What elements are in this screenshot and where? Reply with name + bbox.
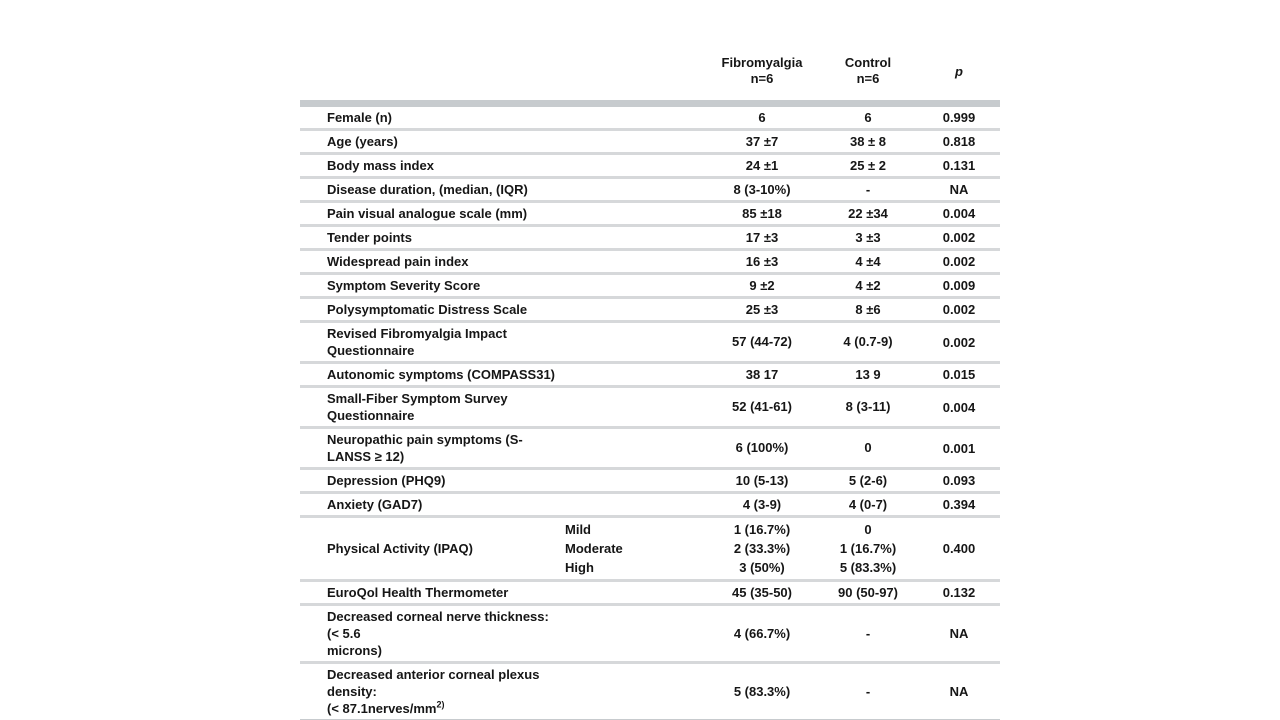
control-value-cell: 5 (2-6) xyxy=(818,469,918,493)
sub-label-cell xyxy=(558,202,706,226)
row-label-cell: Disease duration, (median, (IQR) xyxy=(300,178,558,202)
table-row xyxy=(300,202,1000,226)
control-value-cell: 8 ±6 xyxy=(818,298,918,322)
control-value-cell: - xyxy=(818,605,918,663)
header-row xyxy=(300,45,1000,104)
p-value-cell: 0.002 xyxy=(918,322,1000,363)
table-header xyxy=(300,45,1000,104)
table-row xyxy=(300,322,1000,363)
p-value-cell: 0.400 xyxy=(918,517,1000,581)
table-row xyxy=(300,581,1000,605)
fibromyalgia-value-cell: 10 (5-13) xyxy=(706,469,818,493)
table-row xyxy=(300,493,1000,517)
sub-label-cell xyxy=(558,581,706,605)
table-row xyxy=(300,104,1000,130)
sub-label-cell xyxy=(558,178,706,202)
fibromyalgia-value-cell: 25 ±3 xyxy=(706,298,818,322)
sub-label-cell xyxy=(558,322,706,363)
table-row xyxy=(300,154,1000,178)
p-value-cell: 0.132 xyxy=(918,581,1000,605)
sub-label-cell xyxy=(558,605,706,663)
p-value-cell: 0.002 xyxy=(918,250,1000,274)
p-value-cell: NA xyxy=(918,178,1000,202)
control-column-n: n=6 xyxy=(856,71,880,86)
p-value-cell: 0.131 xyxy=(918,154,1000,178)
table-row xyxy=(300,178,1000,202)
header-p-column: p xyxy=(918,45,1000,104)
header-empty-sub xyxy=(558,45,706,104)
control-value-cell: 4 (0-7) xyxy=(818,493,918,517)
fibromyalgia-value-cell: 1 (16.7%) 2 (33.3%) 3 (50%) xyxy=(706,517,818,581)
sub-label-cell xyxy=(558,387,706,428)
group-comparison-table xyxy=(300,45,1000,720)
table-row xyxy=(300,387,1000,428)
fibromyalgia-value-cell: 24 ±1 xyxy=(706,154,818,178)
control-column-title: Control xyxy=(844,55,892,70)
p-value-cell: 0.999 xyxy=(918,104,1000,130)
row-label-cell: Decreased corneal nerve thickness: (< 5.6 microns) xyxy=(300,605,558,663)
row-label-cell: Widespread pain index xyxy=(300,250,558,274)
sub-label-cell xyxy=(558,663,706,720)
control-value-cell: - xyxy=(818,178,918,202)
fibromyalgia-value-cell: 6 xyxy=(706,104,818,130)
header-control-column xyxy=(818,45,918,104)
row-label-cell: Revised Fibromyalgia Impact Questionnaire xyxy=(300,322,558,363)
sub-label-cell xyxy=(558,298,706,322)
fibromyalgia-column-title: Fibromyalgia xyxy=(721,55,803,70)
control-value-cell: 22 ±34 xyxy=(818,202,918,226)
table-row xyxy=(300,469,1000,493)
sub-label-cell xyxy=(558,274,706,298)
fibromyalgia-value-cell: 5 (83.3%) xyxy=(706,663,818,720)
control-value-cell: - xyxy=(818,663,918,720)
fibromyalgia-value-cell: 4 (3-9) xyxy=(706,493,818,517)
control-value-cell: 4 (0.7-9) xyxy=(818,322,918,363)
sub-label-cell xyxy=(558,493,706,517)
row-label-cell: Polysymptomatic Distress Scale xyxy=(300,298,558,322)
control-value-cell: 0 1 (16.7%) 5 (83.3%) xyxy=(818,517,918,581)
fibromyalgia-value-cell: 37 ±7 xyxy=(706,130,818,154)
fibromyalgia-value-cell: 38 17 xyxy=(706,363,818,387)
row-label-cell: Neuropathic pain symptoms (S-LANSS ≥ 12) xyxy=(300,428,558,469)
control-value-cell: 13 9 xyxy=(818,363,918,387)
fibromyalgia-value-cell: 85 ±18 xyxy=(706,202,818,226)
sub-label-cell xyxy=(558,469,706,493)
row-label-cell: Autonomic symptoms (COMPASS31) xyxy=(300,363,558,387)
table-row xyxy=(300,274,1000,298)
table-row xyxy=(300,363,1000,387)
p-value-cell: 0.004 xyxy=(918,387,1000,428)
control-value-cell: 25 ± 2 xyxy=(818,154,918,178)
fibromyalgia-column-n: n=6 xyxy=(750,71,774,86)
table-row xyxy=(300,663,1000,720)
row-label-cell: Pain visual analogue scale (mm) xyxy=(300,202,558,226)
p-value-cell: 0.818 xyxy=(918,130,1000,154)
p-value-cell: 0.002 xyxy=(918,226,1000,250)
p-value-cell: 0.001 xyxy=(918,428,1000,469)
p-value-cell: 0.002 xyxy=(918,298,1000,322)
table-row xyxy=(300,226,1000,250)
sub-label-cell xyxy=(558,363,706,387)
row-label-cell: Anxiety (GAD7) xyxy=(300,493,558,517)
control-value-cell: 6 xyxy=(818,104,918,130)
header-empty-label xyxy=(300,45,558,104)
row-label-cell: Decreased anterior corneal plexus density: (< $87.1nerves/mm^{2)}$ xyxy=(300,663,558,720)
row-label-cell: Small-Fiber Symptom Survey Questionnaire xyxy=(300,387,558,428)
p-value-cell: 0.004 xyxy=(918,202,1000,226)
table-row xyxy=(300,298,1000,322)
table-row xyxy=(300,428,1000,469)
p-value-cell: NA xyxy=(918,605,1000,663)
fibromyalgia-value-cell: 45 (35-50) xyxy=(706,581,818,605)
fibromyalgia-value-cell: 4 (66.7%) xyxy=(706,605,818,663)
table-row xyxy=(300,605,1000,663)
row-label-cell: Physical Activity (IPAQ) xyxy=(300,517,558,581)
table-row xyxy=(300,517,1000,581)
table-row xyxy=(300,250,1000,274)
p-value-cell: 0.093 xyxy=(918,469,1000,493)
row-label-cell: Age (years) xyxy=(300,130,558,154)
table-row xyxy=(300,130,1000,154)
control-value-cell: 0 xyxy=(818,428,918,469)
sub-label-cell xyxy=(558,226,706,250)
sub-label-cell xyxy=(558,130,706,154)
sub-label-cell xyxy=(558,154,706,178)
row-label-cell: Tender points xyxy=(300,226,558,250)
row-label-cell: Depression (PHQ9) xyxy=(300,469,558,493)
control-value-cell: 90 (50-97) xyxy=(818,581,918,605)
sub-label-cell xyxy=(558,250,706,274)
fibromyalgia-value-cell: 16 ±3 xyxy=(706,250,818,274)
sub-label-cell xyxy=(558,104,706,130)
control-value-cell: 4 ±4 xyxy=(818,250,918,274)
row-label-cell: Female (n) xyxy=(300,104,558,130)
row-label-cell: EuroQol Health Thermometer xyxy=(300,581,558,605)
sub-label-cell xyxy=(558,428,706,469)
fibromyalgia-value-cell: 57 (44-72) xyxy=(706,322,818,363)
p-value-cell: NA xyxy=(918,663,1000,720)
row-label-cell: Symptom Severity Score xyxy=(300,274,558,298)
control-value-cell: 38 ± 8 xyxy=(818,130,918,154)
fibromyalgia-value-cell: 52 (41-61) xyxy=(706,387,818,428)
row-label-cell: Body mass index xyxy=(300,154,558,178)
sub-label-cell: Mild Moderate High xyxy=(558,517,706,581)
header-fibromyalgia-column xyxy=(706,45,818,104)
fibromyalgia-value-cell: 17 ±3 xyxy=(706,226,818,250)
control-value-cell: 3 ±3 xyxy=(818,226,918,250)
table-body xyxy=(300,104,1000,720)
p-value-cell: 0.394 xyxy=(918,493,1000,517)
control-value-cell: 4 ±2 xyxy=(818,274,918,298)
control-value-cell: 8 (3-11) xyxy=(818,387,918,428)
fibromyalgia-value-cell: 6 (100%) xyxy=(706,428,818,469)
fibromyalgia-value-cell: 9 ±2 xyxy=(706,274,818,298)
p-value-cell: 0.015 xyxy=(918,363,1000,387)
p-value-cell: 0.009 xyxy=(918,274,1000,298)
fibromyalgia-value-cell: 8 (3-10%) xyxy=(706,178,818,202)
